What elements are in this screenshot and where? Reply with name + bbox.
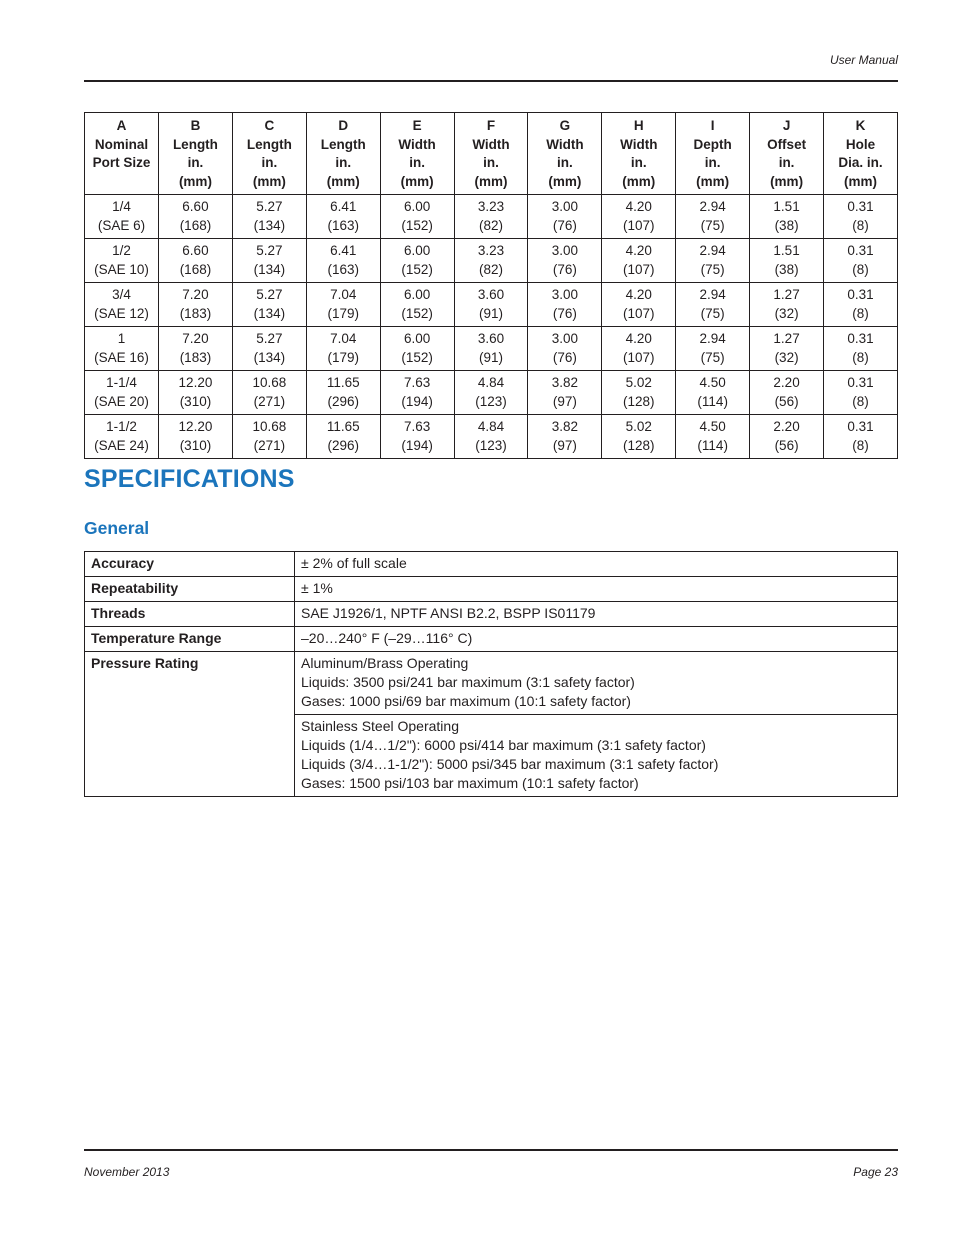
column-header [232, 113, 306, 195]
cell-value: 2.94 [699, 199, 726, 214]
table-cell [306, 415, 380, 459]
cell-value: (107) [623, 261, 655, 277]
cell-value: 0.31 [847, 419, 874, 434]
table-row [85, 195, 898, 239]
cell-value: (76) [552, 349, 577, 365]
table-cell [676, 371, 750, 415]
column-header [306, 113, 380, 195]
cell-value: (194) [401, 393, 433, 409]
column-header-line: Depth [693, 136, 732, 152]
cell-value: 0.31 [847, 375, 874, 390]
column-header [380, 113, 454, 195]
column-header-line: Width [472, 136, 510, 152]
page-number: Page 23 [853, 1165, 898, 1179]
column-header-line: in. [557, 155, 573, 170]
column-header [750, 113, 824, 195]
cell-value: 4.20 [625, 331, 652, 346]
table-cell [159, 415, 233, 459]
table-cell [380, 283, 454, 327]
spec-value [295, 627, 898, 652]
column-header-line: Hole [845, 136, 876, 152]
spec-value [295, 715, 898, 797]
cell-value: 7.04 [330, 331, 357, 346]
table-cell [380, 195, 454, 239]
cell-value: 6.00 [403, 199, 431, 214]
cell-value: 10.68 [252, 419, 287, 434]
spec-row [85, 577, 898, 602]
column-header-line: J [782, 118, 791, 133]
spec-row [85, 627, 898, 652]
column-header-line: Width [398, 136, 436, 152]
column-header-line: Offset [767, 136, 807, 152]
cell-value: 1-1/4 [106, 375, 137, 390]
spec-value-line: Stainless Steel Operating [301, 718, 459, 734]
cell-value: (8) [852, 437, 869, 453]
column-header-line: (mm) [844, 173, 877, 189]
dimensions-table-body [85, 195, 898, 459]
cell-value: 3.82 [551, 419, 579, 434]
cell-value: (32) [774, 349, 799, 365]
table-cell [232, 371, 306, 415]
table-cell [528, 239, 602, 283]
column-header-line: Length [246, 136, 292, 152]
column-header-line: Width [620, 136, 658, 152]
table-cell [159, 283, 233, 327]
table-row [85, 283, 898, 327]
cell-value: (123) [475, 393, 507, 409]
column-header-line: in. [187, 155, 204, 170]
cell-value: 3.60 [477, 331, 505, 346]
cell-value: (SAE 16) [94, 349, 149, 365]
cell-value: 0.31 [847, 243, 874, 258]
cell-value: (296) [327, 437, 359, 453]
column-header-line: in. [778, 155, 795, 170]
cell-value: 0.31 [847, 287, 874, 302]
column-header-line: G [559, 118, 571, 133]
column-header [159, 113, 233, 195]
cell-value: (107) [623, 349, 655, 365]
spec-value-line: Liquids (1/4…1/2"): 6000 psi/414 bar maximum (3:1 safety factor) [301, 737, 706, 753]
table-cell [528, 283, 602, 327]
cell-value: (183) [179, 349, 212, 365]
cell-value: (179) [327, 349, 359, 365]
table-cell [824, 327, 898, 371]
column-header [528, 113, 602, 195]
cell-value: (SAE 6) [97, 217, 146, 233]
spec-value-line: Liquids: 3500 psi/241 bar maximum (3:1 safety factor) [301, 674, 635, 690]
table-cell [824, 415, 898, 459]
table-cell [602, 415, 676, 459]
spec-row [85, 652, 898, 715]
cell-value: 6.00 [403, 331, 431, 346]
table-cell [159, 239, 233, 283]
column-header-line: H [633, 118, 644, 133]
table-cell [232, 195, 306, 239]
column-header [85, 113, 159, 195]
column-header-line: D [338, 118, 349, 133]
cell-value: 6.41 [330, 199, 357, 214]
cell-value: (168) [179, 217, 212, 233]
cell-value: 6.60 [182, 243, 209, 258]
cell-value: (8) [852, 217, 869, 233]
table-cell [528, 327, 602, 371]
table-cell [159, 195, 233, 239]
spec-row [85, 552, 898, 577]
column-header-line: Length [172, 136, 218, 152]
table-cell [85, 371, 159, 415]
cell-value: (SAE 10) [94, 261, 149, 277]
cell-value: (296) [327, 393, 359, 409]
cell-value: (75) [700, 349, 725, 365]
cell-value: (82) [479, 217, 504, 233]
cell-value: 6.00 [403, 243, 431, 258]
table-cell [824, 371, 898, 415]
column-header-line: (mm) [770, 173, 804, 189]
column-header-line: in. [704, 155, 721, 170]
cell-value: 0.31 [847, 331, 874, 346]
table-cell [380, 239, 454, 283]
dimensions-table [84, 112, 898, 459]
column-header-line: I [710, 118, 715, 133]
column-header [824, 113, 898, 195]
cell-value: (38) [774, 261, 799, 277]
cell-value: 7.63 [403, 375, 431, 390]
column-header-line: (mm) [326, 173, 360, 189]
table-cell [454, 371, 528, 415]
column-header-line: (mm) [622, 173, 656, 189]
table-cell [676, 195, 750, 239]
column-header-line: E [412, 118, 422, 133]
running-header: User Manual [829, 53, 898, 67]
table-cell [750, 327, 824, 371]
cell-value: (8) [852, 349, 869, 365]
spec-label: Threads [85, 602, 295, 627]
column-header-line: in. [409, 155, 425, 170]
cell-value: 7.20 [182, 287, 209, 302]
cell-value: 3.00 [551, 199, 579, 214]
cell-value: (56) [774, 393, 799, 409]
table-cell [750, 283, 824, 327]
cell-value: 7.63 [403, 419, 431, 434]
cell-value: 4.50 [699, 375, 726, 390]
cell-value: 3.00 [551, 331, 579, 346]
table-cell [750, 195, 824, 239]
cell-value: 4.84 [477, 419, 505, 434]
cell-value: 2.94 [699, 243, 726, 258]
cell-value: (163) [327, 261, 359, 277]
table-cell [750, 415, 824, 459]
cell-value: 3.00 [551, 287, 579, 302]
column-header-line: Dia. in. [838, 155, 883, 170]
cell-value: 2.20 [773, 375, 800, 390]
table-cell [85, 239, 159, 283]
table-cell [750, 371, 824, 415]
cell-value: (183) [179, 305, 212, 321]
cell-value: (194) [401, 437, 433, 453]
cell-value: (128) [623, 437, 655, 453]
spec-row [85, 602, 898, 627]
cell-value: (152) [401, 261, 433, 277]
cell-value: (310) [179, 437, 212, 453]
spec-value-line: Gases: 1000 psi/69 bar maximum (10:1 safety factor) [301, 693, 631, 709]
table-cell [676, 283, 750, 327]
table-cell [380, 415, 454, 459]
cell-value: 2.20 [773, 419, 800, 434]
cell-value: (56) [774, 437, 799, 453]
cell-value: (163) [327, 217, 359, 233]
cell-value: (134) [253, 349, 286, 365]
cell-value: 4.20 [625, 199, 652, 214]
table-row [85, 371, 898, 415]
table-cell [85, 195, 159, 239]
cell-value: 3.60 [477, 287, 505, 302]
cell-value: (91) [479, 349, 504, 365]
cell-value: 7.04 [330, 287, 357, 302]
table-cell [676, 239, 750, 283]
cell-value: 12.20 [178, 375, 213, 390]
spec-value-line: –20…240° F (–29…116° C) [301, 630, 473, 646]
table-cell [306, 327, 380, 371]
table-cell [824, 239, 898, 283]
cell-value: 2.94 [699, 331, 726, 346]
cell-value: (107) [623, 217, 655, 233]
spec-label: Pressure Rating [85, 652, 295, 797]
cell-value: (152) [401, 305, 433, 321]
cell-value: (310) [179, 393, 212, 409]
cell-value: 5.27 [256, 199, 283, 214]
cell-value: (8) [852, 261, 869, 277]
table-cell [602, 327, 676, 371]
column-header-line: F [486, 118, 496, 133]
cell-value: 11.65 [326, 419, 360, 434]
table-cell [380, 371, 454, 415]
cell-value: (75) [700, 305, 725, 321]
table-cell [528, 371, 602, 415]
table-cell [528, 195, 602, 239]
spec-value [295, 652, 898, 715]
cell-value: (38) [774, 217, 799, 233]
spec-value-line: ± 2% of full scale [301, 555, 407, 571]
table-cell [454, 195, 528, 239]
table-cell [824, 195, 898, 239]
cell-value: (76) [552, 217, 577, 233]
spec-value [295, 577, 898, 602]
cell-value: (91) [479, 305, 504, 321]
cell-value: (75) [700, 261, 725, 277]
table-cell [232, 327, 306, 371]
table-cell [159, 327, 233, 371]
spec-value-line: Aluminum/Brass Operating [301, 655, 469, 671]
cell-value: 3.00 [551, 243, 579, 258]
table-cell [306, 239, 380, 283]
column-header-line: Port Size [92, 155, 151, 170]
cell-value: 3/4 [112, 287, 131, 302]
table-row [85, 239, 898, 283]
cell-value: (128) [623, 393, 655, 409]
table-cell [306, 371, 380, 415]
cell-value: (SAE 24) [94, 437, 149, 453]
table-cell [602, 195, 676, 239]
cell-value: 3.23 [477, 199, 505, 214]
column-header-line: in. [335, 155, 352, 170]
column-header-line: (mm) [696, 173, 730, 189]
table-cell [454, 239, 528, 283]
cell-value: (271) [253, 437, 286, 453]
cell-value: (76) [552, 305, 577, 321]
column-header [676, 113, 750, 195]
column-header-line: K [855, 118, 866, 133]
cell-value: 5.02 [625, 419, 652, 434]
cell-value: 4.20 [625, 243, 652, 258]
cell-value: 11.65 [326, 375, 360, 390]
cell-value: 6.41 [330, 243, 357, 258]
table-cell [602, 371, 676, 415]
cell-value: (134) [253, 305, 286, 321]
cell-value: (SAE 20) [94, 393, 149, 409]
cell-value: 7.20 [182, 331, 209, 346]
table-cell [232, 415, 306, 459]
cell-value: 4.20 [625, 287, 652, 302]
spec-value-line: Gases: 1500 psi/103 bar maximum (10:1 safety factor) [301, 775, 639, 791]
cell-value: (134) [253, 261, 286, 277]
cell-value: 1/2 [112, 243, 131, 258]
table-cell [85, 327, 159, 371]
table-cell [824, 283, 898, 327]
table-cell [676, 415, 750, 459]
spec-value-line: SAE J1926/1, NPTF ANSI B2.2, BSPP IS01179 [301, 605, 596, 621]
header-rule [84, 80, 898, 82]
column-header-line: Nominal [94, 136, 149, 152]
column-header-line: (mm) [474, 173, 508, 189]
cell-value: 10.68 [252, 375, 287, 390]
cell-value: (75) [700, 217, 725, 233]
cell-value: (179) [327, 305, 359, 321]
cell-value: (114) [697, 393, 728, 409]
table-cell [454, 415, 528, 459]
column-header [602, 113, 676, 195]
cell-value: 12.20 [178, 419, 213, 434]
spec-value-line: ± 1% [301, 580, 333, 596]
cell-value: (168) [179, 261, 212, 277]
table-cell [528, 415, 602, 459]
table-row [85, 415, 898, 459]
cell-value: 4.84 [477, 375, 505, 390]
column-header-line: in. [630, 155, 647, 170]
cell-value: 1/4 [112, 199, 131, 214]
cell-value: 3.82 [551, 375, 579, 390]
column-header [454, 113, 528, 195]
spec-value [295, 602, 898, 627]
subsection-title: General [84, 518, 150, 538]
dimensions-header-row [85, 113, 898, 195]
cell-value: (8) [852, 305, 869, 321]
table-cell [602, 239, 676, 283]
footer-rule [84, 1149, 898, 1151]
section-title: SPECIFICATIONS [84, 465, 295, 493]
cell-value: (32) [774, 305, 799, 321]
cell-value: (8) [852, 393, 869, 409]
table-cell [454, 283, 528, 327]
table-cell [306, 283, 380, 327]
column-header-line: (mm) [548, 173, 582, 189]
spec-value [295, 552, 898, 577]
table-cell [602, 283, 676, 327]
cell-value: (271) [253, 393, 286, 409]
column-header-line: in. [261, 155, 278, 170]
cell-value: 1.27 [773, 287, 800, 302]
cell-value: 6.60 [182, 199, 209, 214]
spec-value-line: Liquids (3/4…1-1/2"): 5000 psi/345 bar maximum (3:1 safety factor) [301, 756, 719, 772]
column-header-line: (mm) [400, 173, 434, 189]
column-header-line: C [264, 118, 275, 133]
column-header-line: B [190, 118, 201, 133]
cell-value: 5.27 [256, 243, 283, 258]
table-cell [454, 327, 528, 371]
table-row [85, 327, 898, 371]
cell-value: 1-1/2 [106, 419, 137, 434]
cell-value: (97) [552, 437, 577, 453]
cell-value: 3.23 [477, 243, 505, 258]
cell-value: 5.27 [256, 287, 283, 302]
table-cell [85, 283, 159, 327]
cell-value: 4.50 [699, 419, 726, 434]
cell-value: (97) [552, 393, 577, 409]
table-cell [159, 371, 233, 415]
table-cell [676, 327, 750, 371]
table-cell [380, 327, 454, 371]
cell-value: 6.00 [403, 287, 431, 302]
cell-value: (82) [479, 261, 504, 277]
column-header-line: (mm) [252, 173, 286, 189]
cell-value: (SAE 12) [94, 305, 149, 321]
column-header-line: Length [320, 136, 366, 152]
cell-value: 0.31 [847, 199, 874, 214]
cell-value: (123) [475, 437, 507, 453]
table-cell [85, 415, 159, 459]
spec-label: Repeatability [85, 577, 295, 602]
cell-value: (152) [401, 217, 433, 233]
table-cell [232, 283, 306, 327]
table-cell [232, 239, 306, 283]
column-header-line: (mm) [178, 173, 212, 189]
cell-value: (107) [623, 305, 655, 321]
spec-label: Temperature Range [85, 627, 295, 652]
cell-value: 1.51 [773, 199, 800, 214]
cell-value: 5.27 [256, 331, 283, 346]
column-header-line: A [116, 118, 127, 133]
cell-value: 1 [117, 331, 126, 346]
cell-value: 1.27 [773, 331, 800, 346]
general-specs-table [84, 551, 898, 797]
cell-value: (114) [697, 437, 728, 453]
cell-value: 2.94 [699, 287, 726, 302]
cell-value: (152) [401, 349, 433, 365]
column-header-line: Width [546, 136, 584, 152]
cell-value: (134) [253, 217, 286, 233]
column-header-line: in. [483, 155, 499, 170]
table-cell [750, 239, 824, 283]
table-cell [306, 195, 380, 239]
cell-value: 1.51 [773, 243, 800, 258]
cell-value: 5.02 [625, 375, 652, 390]
spec-label: Accuracy [85, 552, 295, 577]
cell-value: (76) [552, 261, 577, 277]
footer-date: November 2013 [84, 1165, 170, 1179]
